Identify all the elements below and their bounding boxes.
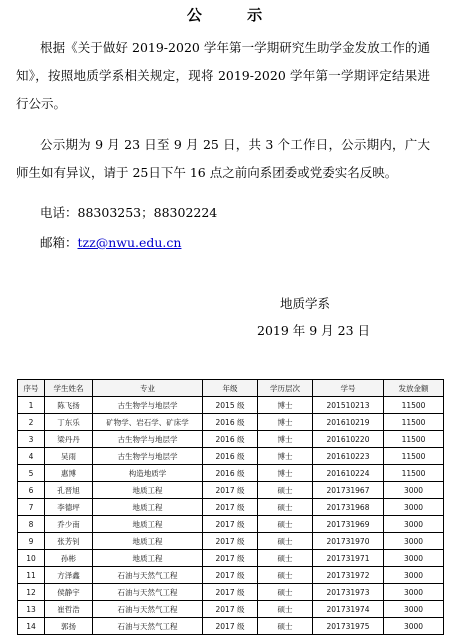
notice-paragraph-1: 根据《关于做好 2019-2020 学年第一学期研究生助学金发放工作的通知》，按照地质学系相关规定，现将 2019-2020 学年第一学期评定结果进行公示。: [16, 40, 430, 111]
cell-grade: 2017 级: [203, 516, 258, 533]
table-row: [18, 533, 444, 550]
cell-degree: 硕士: [258, 499, 313, 516]
cell-index: 3: [18, 431, 45, 448]
col-header-major: 专业: [93, 380, 203, 397]
cell-student-id: 201731972: [313, 567, 384, 584]
cell-major: 地质工程: [93, 499, 203, 516]
cell-degree: 博士: [258, 414, 313, 431]
phone-label: 电话：: [40, 205, 78, 220]
cell-grade: 2017 级: [203, 567, 258, 584]
table-row: [18, 465, 444, 482]
table-row: [18, 414, 444, 431]
cell-student-id: 201610219: [313, 414, 384, 431]
signature-date: 2019 年 9 月 23 日: [257, 323, 371, 338]
table-row: [18, 550, 444, 567]
cell-degree: 博士: [258, 397, 313, 414]
cell-major: 石油与天然气工程: [93, 567, 203, 584]
notice-paragraph-2: 公示期为 9 月 23 日至 9 月 25 日，共 3 个工作日，公示期内，广大师生如有异议，请于 25日下午 16 点之前向系团委或党委实名反映。: [16, 137, 430, 180]
cell-student-id: 201731969: [313, 516, 384, 533]
cell-name: 崔哲浩: [45, 601, 93, 618]
cell-index: 13: [18, 601, 45, 618]
cell-amount: 11500: [384, 431, 444, 448]
cell-student-id: 201731975: [313, 618, 384, 635]
cell-name: 陈飞扬: [45, 397, 93, 414]
cell-major: 构造地质学: [93, 465, 203, 482]
table-row: [18, 618, 444, 635]
cell-major: 矿物学、岩石学、矿床学: [93, 414, 203, 431]
cell-amount: 3000: [384, 499, 444, 516]
cell-major: 石油与天然气工程: [93, 601, 203, 618]
table-row: [18, 397, 444, 414]
cell-major: 地质工程: [93, 482, 203, 499]
col-header-name: 学生姓名: [45, 380, 93, 397]
col-header-degree: 学历层次: [258, 380, 313, 397]
cell-name: 郭扬: [45, 618, 93, 635]
cell-index: 5: [18, 465, 45, 482]
cell-major: 地质工程: [93, 516, 203, 533]
table-row: [18, 482, 444, 499]
col-header-amount: 发放金额: [384, 380, 444, 397]
email-label: 邮箱：: [40, 235, 78, 250]
cell-index: 9: [18, 533, 45, 550]
phone-line: [40, 205, 217, 221]
cell-student-id: 201731974: [313, 601, 384, 618]
stipend-table: [17, 379, 444, 635]
cell-amount: 11500: [384, 397, 444, 414]
cell-index: 6: [18, 482, 45, 499]
cell-amount: 3000: [384, 533, 444, 550]
cell-amount: 11500: [384, 448, 444, 465]
cell-amount: 3000: [384, 584, 444, 601]
col-header-student-id: 学号: [313, 380, 384, 397]
cell-grade: 2017 级: [203, 584, 258, 601]
cell-name: 方泽鑫: [45, 567, 93, 584]
cell-name: 乔少南: [45, 516, 93, 533]
cell-index: 8: [18, 516, 45, 533]
table-row: [18, 448, 444, 465]
cell-index: 1: [18, 397, 45, 414]
phone-value: 88303253；88302224: [77, 205, 218, 220]
cell-major: 古生物学与地层学: [93, 397, 203, 414]
col-header-grade: 年级: [203, 380, 258, 397]
table-header-row: [18, 380, 444, 397]
cell-index: 14: [18, 618, 45, 635]
page-title: 公 示: [186, 6, 283, 24]
cell-degree: 硕士: [258, 567, 313, 584]
table-row: [18, 499, 444, 516]
cell-grade: 2016 级: [203, 465, 258, 482]
cell-degree: 博士: [258, 431, 313, 448]
cell-amount: 3000: [384, 618, 444, 635]
table-row: [18, 584, 444, 601]
table-row: [18, 601, 444, 618]
cell-major: 古生物学与地层学: [93, 431, 203, 448]
cell-student-id: 201610220: [313, 431, 384, 448]
cell-amount: 11500: [384, 414, 444, 431]
cell-name: 李德坪: [45, 499, 93, 516]
email-link[interactable]: tzz@nwu.edu.cn: [77, 235, 182, 250]
cell-amount: 3000: [384, 550, 444, 567]
cell-grade: 2015 级: [203, 397, 258, 414]
cell-grade: 2016 级: [203, 448, 258, 465]
cell-grade: 2016 级: [203, 431, 258, 448]
cell-grade: 2017 级: [203, 618, 258, 635]
cell-index: 7: [18, 499, 45, 516]
cell-student-id: 201731971: [313, 550, 384, 567]
cell-degree: 博士: [258, 448, 313, 465]
cell-amount: 3000: [384, 601, 444, 618]
cell-index: 2: [18, 414, 45, 431]
table-body: [18, 397, 444, 635]
cell-grade: 2017 级: [203, 533, 258, 550]
cell-degree: 硕士: [258, 516, 313, 533]
col-header-index: 序号: [18, 380, 45, 397]
cell-student-id: 201731967: [313, 482, 384, 499]
cell-index: 10: [18, 550, 45, 567]
cell-student-id: 201731970: [313, 533, 384, 550]
table-row: [18, 516, 444, 533]
cell-name: 惠博: [45, 465, 93, 482]
cell-grade: 2016 级: [203, 414, 258, 431]
cell-student-id: 201610224: [313, 465, 384, 482]
cell-index: 11: [18, 567, 45, 584]
cell-student-id: 201610223: [313, 448, 384, 465]
cell-major: 地质工程: [93, 550, 203, 567]
cell-name: 丁东乐: [45, 414, 93, 431]
cell-name: 梁丹丹: [45, 431, 93, 448]
cell-student-id: 201510213: [313, 397, 384, 414]
email-line: [40, 235, 181, 251]
cell-grade: 2017 级: [203, 482, 258, 499]
cell-degree: 硕士: [258, 618, 313, 635]
signature-department: 地质学系: [280, 296, 331, 311]
cell-name: 孔晋旭: [45, 482, 93, 499]
cell-degree: 硕士: [258, 584, 313, 601]
cell-name: 孙彬: [45, 550, 93, 567]
cell-major: 石油与天然气工程: [93, 584, 203, 601]
cell-degree: 博士: [258, 465, 313, 482]
cell-name: 侯静宇: [45, 584, 93, 601]
cell-amount: 3000: [384, 516, 444, 533]
cell-degree: 硕士: [258, 482, 313, 499]
table-row: [18, 567, 444, 584]
cell-degree: 硕士: [258, 533, 313, 550]
cell-student-id: 201731973: [313, 584, 384, 601]
cell-index: 12: [18, 584, 45, 601]
cell-amount: 3000: [384, 567, 444, 584]
cell-name: 张芳钊: [45, 533, 93, 550]
cell-major: 石油与天然气工程: [93, 618, 203, 635]
cell-grade: 2017 级: [203, 499, 258, 516]
cell-student-id: 201731968: [313, 499, 384, 516]
cell-major: 古生物学与地层学: [93, 448, 203, 465]
table-row: [18, 431, 444, 448]
cell-grade: 2017 级: [203, 550, 258, 567]
cell-major: 地质工程: [93, 533, 203, 550]
cell-name: 吴雨: [45, 448, 93, 465]
cell-amount: 3000: [384, 482, 444, 499]
cell-degree: 硕士: [258, 550, 313, 567]
cell-grade: 2017 级: [203, 601, 258, 618]
cell-degree: 硕士: [258, 601, 313, 618]
cell-index: 4: [18, 448, 45, 465]
cell-amount: 11500: [384, 465, 444, 482]
